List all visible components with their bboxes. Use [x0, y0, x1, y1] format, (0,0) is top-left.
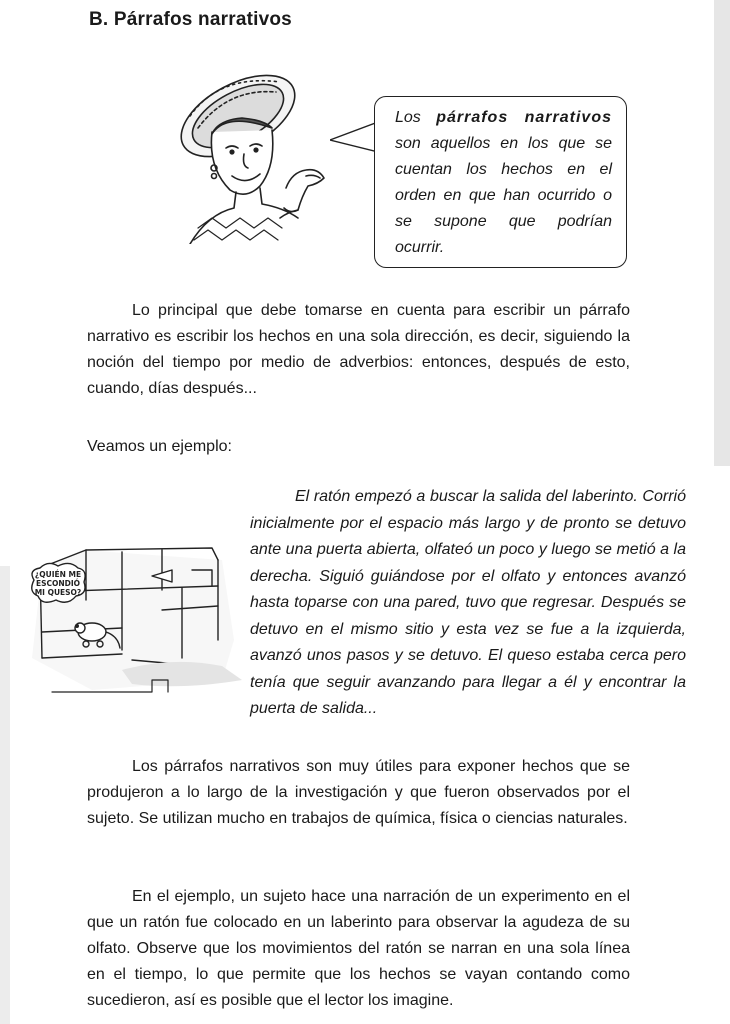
page-edge-shadow-right [714, 0, 730, 466]
bubble-text-after: son aquellos en los que se cuentan los hechos en el orden en que han ocurrido o se supone que podrían ocurrir. [395, 135, 612, 256]
paragraph-principal: Lo principal que debe tomarse en cuenta para escribir un párrafo narrativo es escribir los hechos en una sola dirección, es decir, siguiendo la noción del tiempo por medio de adverbios: entonces, después de esto, cuando, días después... [87, 302, 630, 397]
paragraph-veamos-ejemplo: Veamos un ejemplo: [87, 438, 232, 455]
paragraph-utiles: Los párrafos narrativos son muy útiles para exponer hechos que se produjeron a lo largo de la investigación y que fueron observados por el sujeto. Se utilizan mucho en trabajos de química, física o ciencias naturales. [87, 758, 630, 827]
maze-sign-line1: ¿QUIÉN ME [34, 570, 82, 579]
maze-sign-line2: ESCONDIÓ [35, 579, 81, 588]
section-heading: B. Párrafos narrativos [89, 9, 292, 30]
speech-bubble-tail [330, 118, 378, 158]
example-paragraph: El ratón empezó a buscar la salida del laberinto. Corrió inicialmente por el espacio más largo y de pronto se detuvo ante una puerta abierta, olfateó un poco y luego se metió a la derecha. Siguió guiándose por el olfato y entonces avanzó hasta toparse con una pared, tuvo que regresar. Después se detuvo en el mismo sitio y esta vez se fue a la izquierda, avanzó unos pasos y se detuvo. El queso estaba cerca pero tenía que seguir avanzando para llegar a él y encontrar la puerta de salida... [250, 488, 686, 717]
paragraph-en-el-ejemplo: En el ejemplo, un sujeto hace una narración de un experimento en el que un ratón fue colocado en un laberinto para observar la agudeza de su olfato. Observe que los movimientos del ratón se narran en una sola línea en el tiempo, lo que permite que los hechos se vayan contando como sucedieron, así es posible que el lector los imagine. [87, 888, 630, 1009]
maze-illustration [22, 540, 244, 700]
maze-sign-line3: MI QUESO? [34, 588, 82, 597]
speech-bubble [374, 96, 627, 268]
woman-illustration [168, 68, 348, 244]
bubble-text-strong: párrafos narrativos [436, 109, 612, 126]
page-edge-shadow-left [0, 566, 10, 1024]
bubble-text-before: Los [395, 109, 437, 126]
